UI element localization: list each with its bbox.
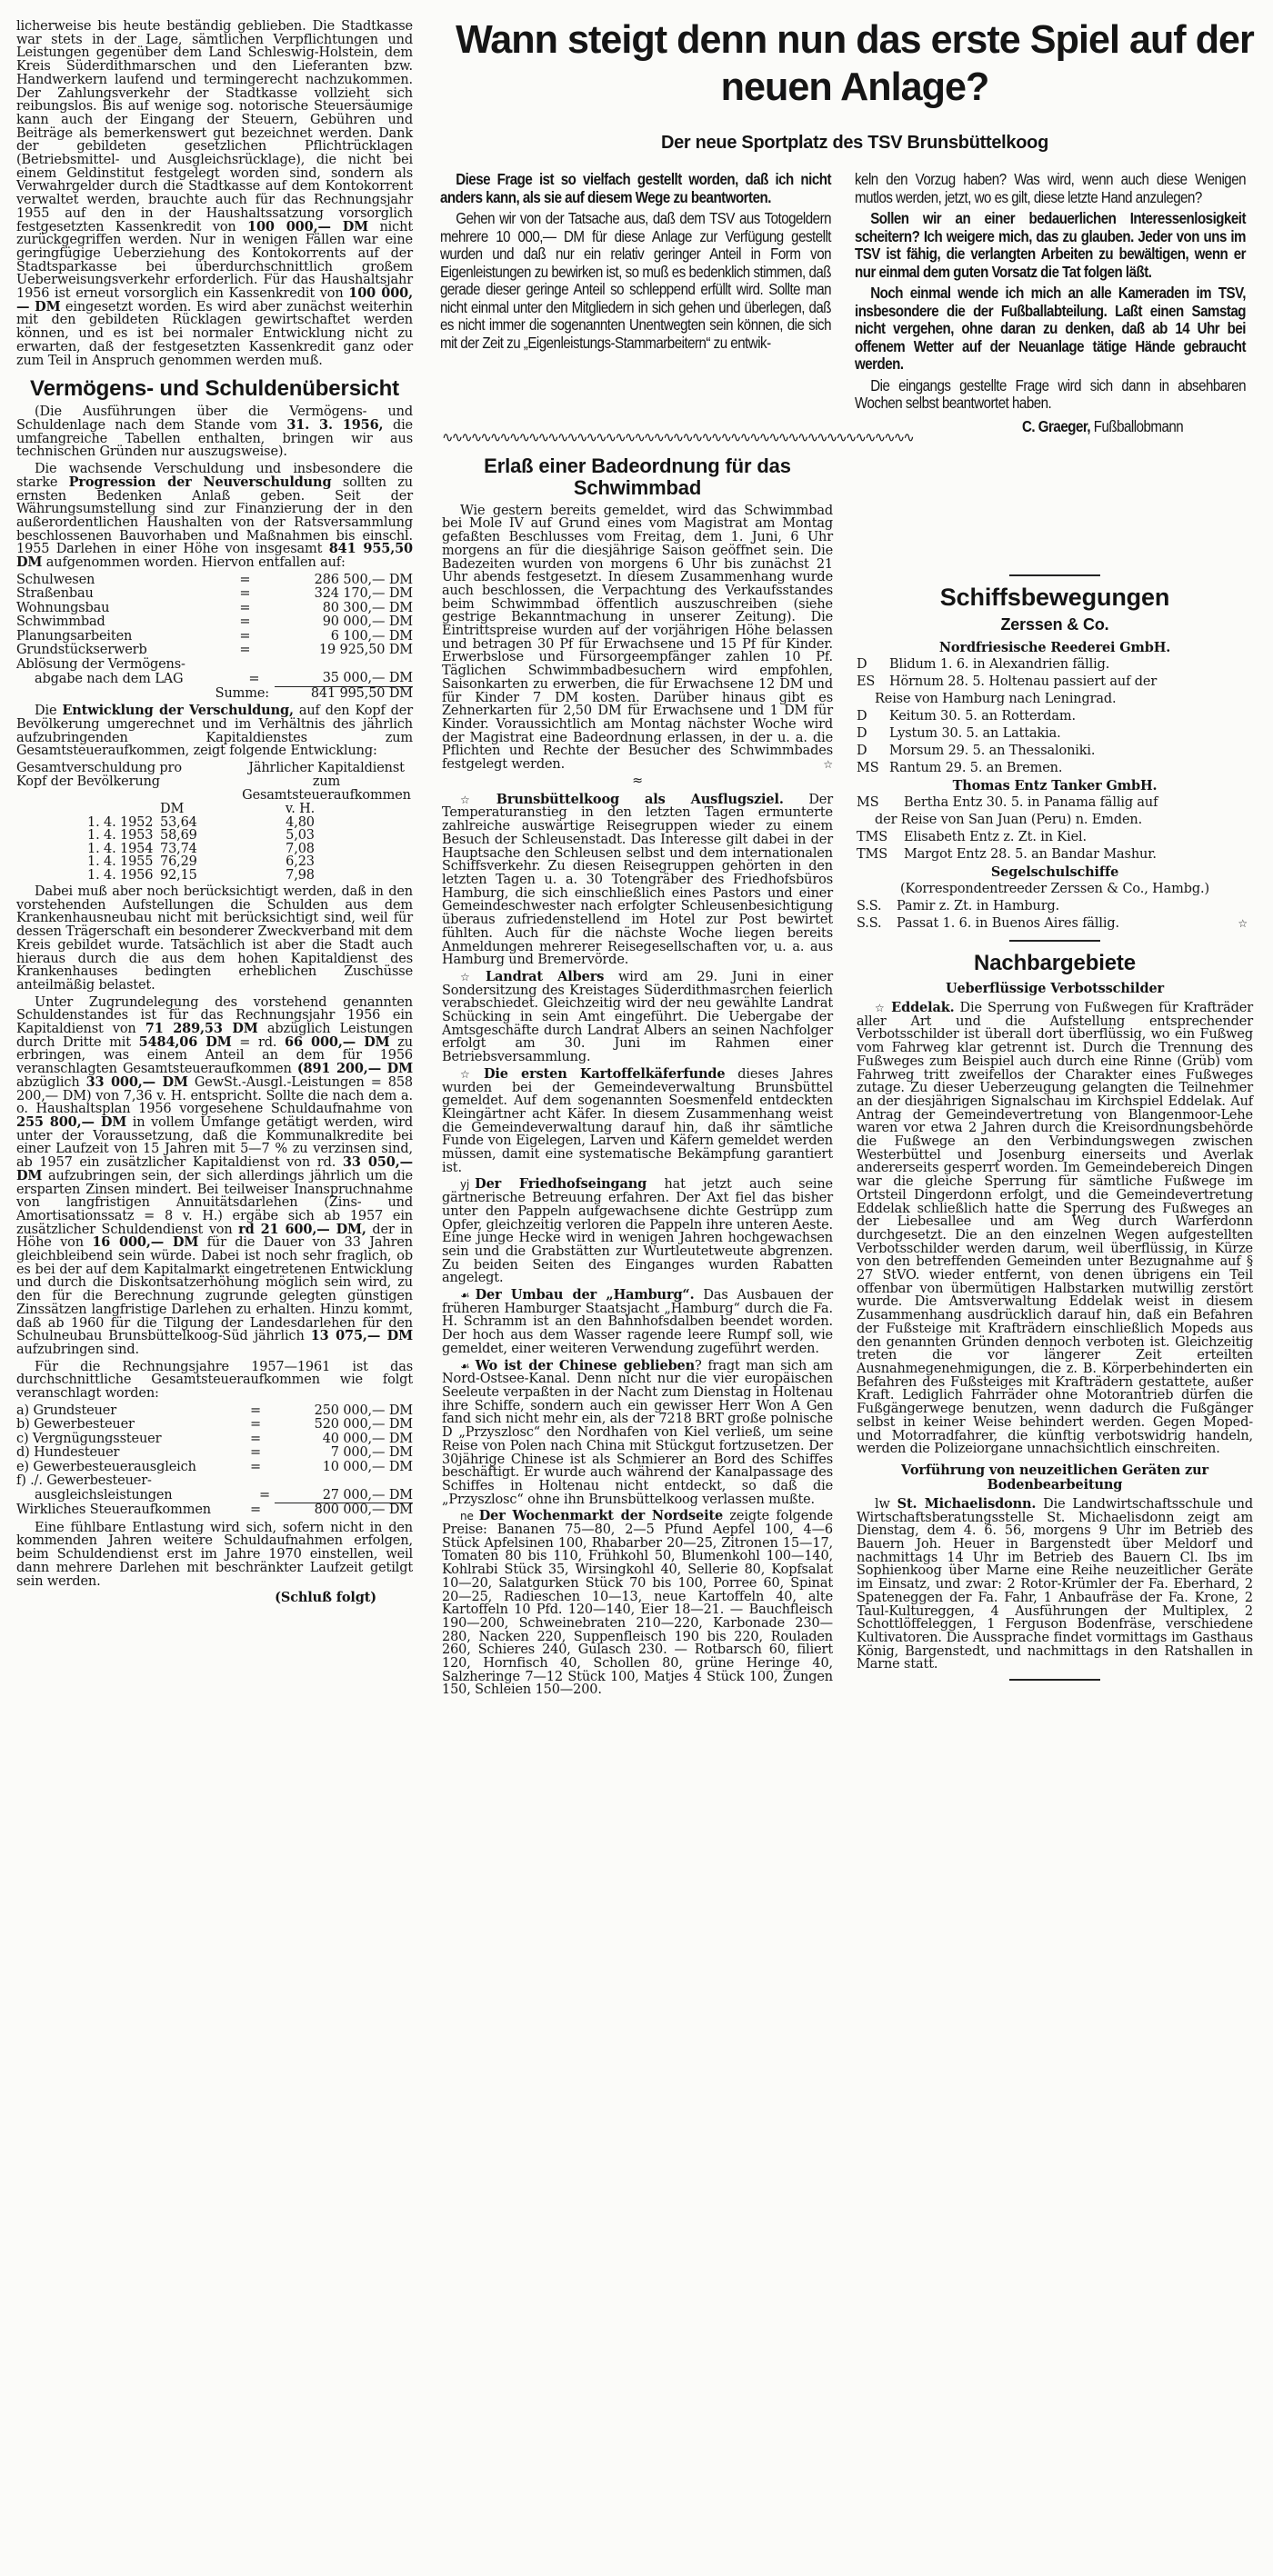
news-item: ne Der Wochenmarkt der Nordseite zeigte folgende Preise: Bananen 75—80, 2—5 Pfund Aepfel 100, 4—6 Stück Apfelsinen 100, Rhabarber 20—25, Zitronen 15—17, Tomaten 80 bis 110, Frühkohl 50, Blumenkohl 100—140, Kohlrabi Stück 35, Wirsingkohl 40, Sellerie 80, Kopfsalat 10—20, Salatgurken Stück 70 bis 100, Porree 60, Spinat 20—25, Radieschen 10—13, neue Kartoffeln 40, alte Kartoffeln 10 Pfd. 120—140, Eier 18—21. — Bauchfleisch 190—200, Schweinebraten 210—220, Karbonade 230—280, Nacken 220, Suppenfleisch 190 bis 220, Rouladen 260, Schieres 240, Gulasch 230. — Rotbarsch 60, filiert 120, Hornfisch 40, Schollen 80, grüne Heringe 40, Salzheringe 7—12 Stück 100, Matjes 4 Stück 100, Zungen 150, Schleien 150—200. bbox=[442, 1508, 833, 1698]
ratio-table-header bbox=[16, 762, 413, 803]
divider bbox=[1009, 1679, 1100, 1681]
news-item: yj Der Friedhofseingang hat jetzt auch seine gärtnerische Betreuung erfahren. Der Axt fiel das bisher unter den Pappeln aufgewachsene dichte Gestrüpp zum Opfer, gleichzeitig verloren die Pappeln ihre unteren Aeste. Eine junge Hecke wird in wenigen Jahren hochgewachsen sein und die Grabstätten zur Wurtleutetweute abgrenzen. Zu beiden Seiten des Einganges wurden Rabatten angelegt. bbox=[442, 1176, 833, 1286]
tax-row: c) Vergnügungssteuer = 40 000,— DM bbox=[16, 1431, 413, 1446]
tax-total-row: Wirkliches Steueraufkommen = 800 000,— DM bbox=[16, 1503, 413, 1518]
loan-row: Straßenbau = 324 170,— DM bbox=[16, 586, 413, 602]
sports-paragraph-1-cont: keln den Vorzug haben? Was wird, wenn auch diese Wenigen mutlos werden, jetzt, wo es gilt, diese letzte Hand anzulegen? bbox=[855, 170, 1246, 206]
ratio-row: 1. 4. 1952 53,64 4,80 bbox=[87, 814, 315, 830]
tax-table bbox=[16, 1404, 413, 1518]
ship-company-note: (Korrespondentreeder Zerssen & Co., Hambg.) bbox=[900, 882, 1209, 896]
wave-divider-icon: ≈ bbox=[632, 773, 643, 788]
tax-row: f) ./. Gewerbesteuer- bbox=[16, 1473, 152, 1489]
tax-row: ausgleichsleistungen = 27 000,— DM bbox=[35, 1487, 413, 1503]
ship-row: D Lystum 30. 5. an Lattakia. bbox=[857, 726, 1061, 741]
ratio-table bbox=[16, 803, 413, 882]
ship-row: TMS Elisabeth Entz z. Zt. in Kiel. bbox=[857, 830, 1087, 844]
left-column bbox=[16, 20, 413, 1609]
ships-heading: Schiffsbewegungen bbox=[939, 584, 1170, 611]
finance-intro: licherweise bis heute beständig geblieben. Die Stadtkasse war stets in der Lage, sämtlichen Verpflichtungen und Leistungen gegenüber dem Land Schleswig-Holstein, dem Kreis Süderdithmarschen und den Lieferanten bzw. Handwerkern laufend und termingerecht nachzukommen. Der Zahlungsverkehr der Stadtkasse vollzieht sich reibungslos. Bis auf wenige sog. notorische Steuersäumige kann auch der Eingang der Steuern, Gebühren und Beiträge als bemerkenswert gut bezeichnet werden. Dank der gebildeten gesetzlichen Pflichtrücklagen (Betriebsmittel- und Ausgleichsrücklage), die nicht bei einem Geldinstitut festgelegt worden sind, sondern als Verwahrgelder durch die Stadtkasse auf dem Kontokorrent verwaltet werden, brauchte auch für das Rechnungsjahr 1955 auf den in der Haushaltssatzung vorsorglich festgesetzten Kassenkredit von 100 000,— DM nicht zurückgegriffen werden. Nur in wenigen Fällen war eine geringfügige Ueberziehung des Kontokorrents auf der Stadtsparkasse bei überdurchschnittlich großem Ueberweisungsverkehr erforderlich. Für das Haushaltsjahr 1956 ist erneut vorsorglich ein Kassenkredit von 100 000,— DM eingesetzt worden. Es wird aber zunächst weiterhin mit den gebildeten Rücklagen gewirtschaftet werden können, und es ist bei normaler Entwicklung nicht zu erwarten, daß der festgesetzten Kassenkredit ganz oder zum Teil in Anspruch genommen werden muß. bbox=[16, 19, 413, 368]
sports-article-right bbox=[855, 171, 1246, 435]
news-item: ☆ Landrat Albers wird am 29. Juni in einer Sondersitzung des Kreistages Süderdithmasrchen feierlich verabschiedet. Gleichzeitig wird der neu gewählte Landrat Schücking in sein Amt eingeführt. Die Uebergabe der Amtsgeschäfte durch Landrat Albers an seinen Nachfolger erfolgt am 30. Juni im Rahmen einer Betriebsversammlung. bbox=[442, 968, 833, 1065]
loan-row: Ablösung der Vermögens- bbox=[16, 656, 185, 672]
sports-paragraph-2: Sollen wir an einer bedauerlichen Interessenlosigkeit scheitern? Ich weigere mich, das zu glauben. Jeder von uns im TSV ist fähig, die verlangten Arbeiten zu bewältigen, wenn er nur einmal dem guten Vorsatz die Tat folgen läßt. bbox=[855, 209, 1246, 281]
ship-row: ES Hörnum 28. 5. Holtenau passiert auf der bbox=[857, 674, 1158, 689]
signs-heading: Ueberflüssige Verbotsschilder bbox=[945, 981, 1165, 996]
continued-note: (Schluß folgt) bbox=[275, 1590, 376, 1606]
loan-row: Planungsarbeiten = 6 100,— DM bbox=[16, 628, 413, 644]
loans-table bbox=[16, 574, 413, 702]
loan-row: Grundstückserwerb = 19 925,50 DM bbox=[16, 643, 413, 658]
editor-note: (Die Ausführungen über die Vermögens- und Schuldenlage nach dem Stande vom 31. 3. 1956, die umfangreiche Tabellen enthalten, bringen wir aus technischen Gründen nur auszugsweise). bbox=[16, 404, 413, 460]
ratio-row: 1. 4. 1956 92,15 7,98 bbox=[87, 867, 315, 883]
demo-paragraph: lw St. Michaelisdonn. Die Landwirtschaftsschule und Wirtschaftsberatungsstelle St. Michaelisdonn zeigt am Dienstag, dem 4. 6. 56, morgens 9 Uhr im Betrieb des Bauern Joh. Heuer in Bargenstedt über Meldorf und nachmittags 14 Uhr im Betrieb des Bauern Cl. Ibs im Sophienkoog über Marne eine Reihe neuzeitlicher Geräte im Einsatz, und zwar: 2 Rotor-Krümler der Fa. Eberhard, 2 Spateneggen der Fa. Fahr, 1 Anbaufräse der Fa. Krone, 2 Taul-Kultureggen, 4 Ausführungen der Multiplex, 2 Schottlöffeleggen, 1 Ferguson Bodenfräse, verschiedene Kultivatoren. Die Aussprache findet vormittags im Gasthaus König, Bargenstedt, und nachmittags in den Ratshallen in Marne statt. bbox=[857, 1495, 1253, 1672]
tax-intro: Für die Rechnungsjahre 1957—1961 ist das durchschnittliche Gesamtsteueraufkommen wie folgt veranschlagt worden: bbox=[16, 1359, 413, 1402]
ships-agent: Zerssen & Co. bbox=[1000, 615, 1109, 634]
right-column bbox=[857, 582, 1253, 1688]
loan-sum-row: Summe: 841 995,50 DM bbox=[215, 685, 413, 701]
ship-company: Segelschulschiffe bbox=[990, 864, 1119, 880]
author-mark: ne bbox=[460, 1510, 474, 1523]
sports-article-left bbox=[440, 171, 831, 355]
ratio-row: 1. 4. 1953 58,69 5,03 bbox=[87, 828, 315, 844]
sports-paragraph-4: Die eingangs gestellte Frage wird sich dann in absehbaren Wochen selbst beantwortet haben. bbox=[855, 375, 1246, 412]
ship-row: S.S. Passat 1. 6. in Buenos Aires fällig. ☆ bbox=[857, 916, 1248, 931]
ship-row: S.S. Pamir z. Zt. in Hamburg. bbox=[857, 899, 1060, 914]
tax-row: e) Gewerbesteuerausgleich = 10 000,— DM bbox=[16, 1459, 413, 1474]
ship-company: Nordfriesische Reederei GmbH. bbox=[938, 640, 1171, 655]
tax-row: d) Hundesteuer = 7 000,— DM bbox=[16, 1445, 413, 1461]
star-icon: ☆ bbox=[823, 758, 833, 772]
ship-row: D Morsum 29. 5. an Thessaloniki. bbox=[857, 744, 1096, 758]
ship-row-cont: Reise von Hamburg nach Leningrad. bbox=[875, 692, 1117, 706]
author-mark-icon: ☙ bbox=[460, 1359, 470, 1373]
ship-row: D Keitum 30. 5. an Rotterdam. bbox=[857, 709, 1076, 724]
sports-subheadline: Der neue Sportplatz des TSV Brunsbüttelkoog bbox=[660, 133, 1049, 153]
bath-paragraph: Wie gestern bereits gemeldet, wird das Schwimmbad bei Mole IV auf Grund eines vom Magistrat am Montag gefaßten Beschlusses vom Freitag, dem 1. Juni, 6 Uhr morgens an für die diesjährige Saison geöffnet sein. Die Badezeiten wurden von morgens 6 Uhr bis zunächst 21 Uhr abends festgesetzt. In diesem Zusammenhang wurde auch beschlossen, die Verpachtung des Verkaufsstandes beim Schwimmbad öffentlich auszuschreiben (siehe gestrige Bekanntmachung in unserer Zeitung). Die Eintrittspreise wurden auf der vorjährigen Höhe belassen und betragen 30 Pf für Erwachsene und 15 Pf für Kinder. Erwerbslose und Fürsorgeempfänger zahlen 10 Pf. Täglichen Schwimmbadbesuchern wird empfohlen, Saisonkarten zu erwerben, die für Erwachsene 12 DM und für Kinder 7 DM kosten. Darüber hinaus gibt es Zehnerkarten für 2,50 DM für Erwachsene und 1 DM für Kinder. Voraussichtlich am Montag nächster Woche wird der Magistrat eine Badeordnung erlassen, in der u. a. die Pflichten und Rechte der Besucher des Schwimmbades festgelegt werden. ☆ bbox=[442, 503, 833, 773]
author-mark: yj bbox=[460, 1178, 470, 1192]
demo-heading: Vorführung von neuzeitlichen Geräten zur Bodenbearbeitung bbox=[901, 1462, 1208, 1493]
debt-paragraph: Die wachsende Verschuldung und insbesondere die starke Progression der Neuverschuldung sollten zu ernsten Bedenken Anlaß geben. Seit der Währungsumstellung sind zur Finanzierung der in den außerordentlichen Haushalten von der Ratsversammlung beschlossenen Bauvorhaben und Maßnahmen bis einschl. 1955 Darlehen in einer Höhe von insgesamt 841 955,50 DM aufgenommen worden. Hiervon entfallen auf: bbox=[16, 462, 413, 571]
loan-row: abgabe nach dem LAG = 35 000,— DM bbox=[35, 671, 413, 686]
divider bbox=[1009, 940, 1100, 942]
ship-row: TMS Margot Entz 28. 5. an Bandar Mashur. bbox=[857, 847, 1157, 862]
divider bbox=[1009, 574, 1100, 576]
ship-row: MS Bertha Entz 30. 5. in Panama fällig auf bbox=[857, 795, 1158, 810]
tax-row: b) Gewerbesteuer = 520 000,— DM bbox=[16, 1417, 413, 1433]
tax-row: a) Grundsteuer = 250 000,— DM bbox=[16, 1403, 413, 1418]
ornamental-divider: ∿∿∿∿∿∿∿∿∿∿∿∿∿∿∿∿∿∿∿∿∿∿∿∿∿∿∿∿∿∿∿∿∿∿∿∿∿∿∿∿∿∿∿∿∿∿∿∿∿ bbox=[442, 429, 913, 445]
star-icon: ☆ bbox=[460, 793, 491, 806]
news-item: ☙ Der Umbau der „Hamburg“. Das Ausbauen der früheren Hamburger Staatsjacht „Hamburg“ durch die Fa. H. Schramm ist an den Bahnhofsdalben beendet worden. Der hoch aus dem Wasser ragende leere Rumpf soll, wie gemeldet, einer weiteren Verwendung zugeführt werden. bbox=[442, 1287, 833, 1356]
news-item: ☆ Brunsbüttelkoog als Ausflugsziel. Der Temperaturanstieg in den letzten Tagen ermunterte zahlreiche auswärtige Reisegruppen wieder zu einem Besuch der Schleusenstadt. Das Interesse gilt dabei in der Hauptsache den Schleusen selbst und dem internationalen Schiffsverkehr. Zu diesen Reisegruppen gehörten in den letzten Tagen u. a. 30 Totengräber des Friedhofsbüros Hamburg, die sich einschließlich eines Pastors und einer Gemeindeschwester nach erfolgter Schleusenbesichtigung überaus zufriedenstellend im Hotel zur Post bewirtet fühlten. Auch für die nächste Woche liegen bereits Anmeldungen mehrerer Reisegesellschaften vor, u. a. aus Hamburg und Bremervörde. bbox=[442, 791, 834, 968]
bath-heading: Erlaß einer Badeordnung für das Schwimmbad bbox=[484, 454, 791, 499]
neighbor-heading: Nachbargebiete bbox=[974, 951, 1136, 975]
loan-row: Schulwesen = 286 500,— DM bbox=[16, 572, 413, 587]
loan-row: Schwimmbad = 90 000,— DM bbox=[16, 614, 413, 630]
sports-paragraph-1: Gehen wir von der Tatsache aus, daß dem TSV aus Totogeldern mehrere 10 000,— DM für diese Anlage zur Verfügung gestellt wurden und daß nur ein relativ geringer Anteil in Form von Eigenleistungen zu bewirken ist, so muß es bedenklich stimmen, daß gerade dieser geringe Anteil so schleppend erfüllt wird. Sollte man nicht einmal unter den Mitgliedern in sich gehen und überlegen, daß es nicht immer die sogenannten Unentwegten sein können, die sich mit der Zeit zu „Eigenleistungs-Stammarbeitern“ zu entwik- bbox=[440, 209, 831, 352]
ratio-row: 1. 4. 1954 73,74 7,08 bbox=[87, 841, 315, 856]
ships-list bbox=[857, 616, 1253, 933]
ship-company: Thomas Entz Tanker GmbH. bbox=[952, 778, 1158, 794]
sports-headline: Wann steigt denn nun das erste Spiel auf der neuen Anlage? bbox=[456, 17, 1254, 109]
assets-debts-heading: Vermögens- und Schuldenübersicht bbox=[30, 376, 399, 402]
hospital-paragraph: Dabei muß aber noch berücksichtigt werden, daß in den vorstehenden Aufstellungen die Schulden aus dem Krankenhausneubau nicht mit berücksichtigt sind, weil für dessen Trägerschaft ein besonderer Zweckverband mit dem Kreis gebildet wurde. Tatsächlich ist aber die Stadt auch hieraus durch die aus dem hohen Kapitaldienst des Krankenhauses bedingten erheblichen Zuschüsse anteilmäßig belastet. bbox=[16, 884, 413, 993]
sports-signature: C. Graeger, Fußballobmann bbox=[1022, 416, 1184, 435]
star-icon: ☆ bbox=[1238, 917, 1248, 930]
ship-row: MS Rantum 29. 5. an Bremen. bbox=[857, 761, 1063, 775]
ratio-header-left: Gesamtverschuldung pro Kopf der Bevölkerung bbox=[16, 761, 182, 790]
ratio-header-right: Jährlicher Kapitaldienst zum Gesamtsteueraufkommen bbox=[242, 761, 411, 804]
star-icon: ☆ bbox=[460, 970, 480, 983]
author-mark-icon: ☙ bbox=[460, 1289, 470, 1303]
ratio-row: 1. 4. 1955 76,29 6,23 bbox=[87, 854, 315, 870]
development-paragraph: Die Entwicklung der Verschuldung, auf den Kopf der Bevölkerung umgerechnet und im Verhältnis des jährlich aufzubringenden Kapitaldienstes zum Gesamtsteueraufkommen, zeigt folgende Entwicklung: bbox=[16, 703, 413, 759]
signs-paragraph: ☆ Eddelak. Die Sperrung von Fußwegen für Krafträder aller Art und die Aufstellung entsprechender Verbotsschilder ist überall dort überflüssig, wo ein Fußweg vom Fahrweg klar getrennt ist. Durch die Trennung des Fußweges zum Beispiel auch durch eine Rinne (Grüb) vom Fahrweg tritt zweifellos der Charakter eines Fußweges zutage. Zu dieser Ueberzeugung gelangten die Teilnehmer an der diesjährigen Signalschau im Kirchspiel Eddelak. Auf Antrag der Gemeindevertretung von Blangenmoor-Lehe waren vor etwa 2 Jahren durch die Kreisordnungsbehörde die Fußwege an den Verbindungswegen zwischen Westerbüttel und Josenburg einerseits und Averlak andererseits gesperrt worden. Im Gemeindebereich Dingen war die gleiche Sperrung für sämtliche Fußwege im Ortsteil Dingerdonn erfolgt, und die Gemeindevertretung Eddelak schließlich hatte die Sperrung des Fußweges an der Liebesallee und am Weg durch Warferdonn durchgesetzt. Die an den einzelnen Wegen aufgestellten Verbotsschilder werden darum, weil überflüssig, in Kürze von den betreffenden Gemeinden unter Bezugnahme auf § 27 StVO. wieder entfernt, von denen übrigens ein Teil offenbar von übermütigen Halbstarken mutwillig zerstört wurde. Die Amtsverwaltung Eddelak weist in diesem Zusammenhang ausdrücklich darauf hin, daß ein Befahren der Fußsteige mit Krafträdern einschließlich Mopeds aus den genannten Gründen dennoch verboten ist. Gleichzeitig treten die vor längerer Zeit erteilten Ausnahmegenehmigungen, die z. B. Körperbehinderten ein Befahren des Fußsteiges mit Krafträdern gestattete, außer Kraft. Lediglich Fahrräder ohne Motorantrieb dürfen die Fußgängerwege benutzen, wenn dadurch die Fußgänger selbst in keiner Weise behindert werden. Gegen Moped- und Motorradfahrer, die künftig verbotswidrig handeln, werden die Polizeiorgane unnachsichtlich einschreiten. bbox=[857, 1000, 1253, 1457]
news-item: ☙ Wo ist der Chinese geblieben? fragt man sich am Nord-Ostsee-Kanal. Denn nicht nur die vier europäischen Seeleute verpaßten in der Nacht zum Dienstag in Holtenau ihre Schiffe, sondern auch ein gewisser Herr Won A Gen fand sich nicht mehr ein, als der 7218 BRT große polnische D „Przyszlosc“ den Nordhafen von Kiel verließ, um seine Reise von Polen nach China mit Stückgut fortzusetzen. Der 30jährige Chinese ist als Schmierer an Bord des Schiffes beschäftigt. Er wurde auch während der Kanalpassage des Schiffes in Holtenau nicht entdeckt, so daß die „Przyszlosc“ ohne ihn Brunsbüttelkoog verlassen mußte. bbox=[442, 1357, 833, 1507]
capital-service-paragraph: Unter Zugrundelegung des vorstehend genannten Schuldenstandes ist für das Rechnungsjahr 1956 ein Kapitaldienst von 71 289,53 DM abzüglich Leistungen durch Dritte mit 5484,06 DM = rd. 66 000,— DM zu erbringen, was einem Anteil an dem für 1956 veranschlagten Gesamtsteueraufkommen (891 200,— DM abzüglich 33 000,— DM GewSt.-Ausgl.-Leistungen = 858 200,— DM) von 7,36 v. H. entspricht. Sollte die nach dem a. o. Haushaltsplan 1956 vorgesehene Schuldaufnahme von 255 800,— DM in vollem Umfange getätigt werden, wird unter der Voraussetzung, daß die Kommunalkredite bei einer Laufzeit von 15 Jahren mit 5—7 % zu verzinsen sind, ab 1957 ein zusätzlicher Kapitaldienst von rd. 33 050,— DM aufzubringen sein, der sich allerdings jährlich um die ersparten Zinsen mindert. Bei teilweiser Inanspruchnahme von langfristigen Annuitätsdarlehen (Zins- und Amortisationssatz = 8 v. H.) ergäbe sich ab 1957 ein zusätzlicher Schuldendienst von rd 21 600,— DM, der in Höhe von 16 000,— DM für die Dauer von 33 Jahren gleichbleibend sein würde. Dabei ist noch sehr fraglich, ob es bei der auf dem Kapitalmarkt eingetretenen Entwicklung und durch die Diskontsatzerhöhung möglich sein wird, zu den für die Berechnung zugrunde gelegten günstigen Zinssätzen langfristige Darlehen zu erhalten. Hinzu kommt, daß ab 1960 für die Tilgung der Landesdarlehen für den Schulneubau Brunsbüttelkoog-Süd jährlich 13 075,— DM aufzubringen sind. bbox=[16, 994, 414, 1357]
loan-row: Wohnungsbau = 80 300,— DM bbox=[16, 600, 413, 615]
news-item: ☆ Die ersten Kartoffelkäferfunde dieses Jahres wurden bei der Gemeindeverwaltung Brunsbüttel gemeldet. Auf dem sogenannten Soesmenfeld entdeckten Kleingärtner acht Käfer. In diesem Zusammenhang weist die Gemeindeverwaltung darauf hin, daß ihr sämtliche Funde von Eigelegen, Larven und Käfern gemeldet werden müssen, damit eine systematische Bekämpfung garantiert ist. bbox=[442, 1065, 834, 1175]
star-icon: ☆ bbox=[875, 1002, 887, 1014]
star-icon: ☆ bbox=[460, 1067, 478, 1081]
ship-row-cont: der Reise von San Juan (Peru) n. Emden. bbox=[875, 813, 1143, 827]
middle-column bbox=[442, 427, 913, 1701]
sports-lead: Diese Frage ist so vielfach gestellt worden, daß ich nicht anders kann, als sie auf diesem Wege zu beantworten. bbox=[440, 170, 831, 206]
ratio-units-row: DM v. H. bbox=[160, 802, 316, 817]
sports-paragraph-3: Noch einmal wende ich mich an alle Kameraden im TSV, insbesondere die der Fußballabteilung. Laßt einen Samstag nicht vergehen, ohne daran zu denken, daß ab 14 Uhr bei offenem Wetter auf der Neuanlage tätige Hände gebraucht werden. bbox=[855, 284, 1246, 373]
ship-row: D Blidum 1. 6. in Alexandrien fällig. bbox=[857, 657, 1110, 672]
relief-paragraph: Eine fühlbare Entlastung wird sich, sofern nicht in den kommenden Jahren weitere Schuldaufnahmen erfolgen, beim Schuldendienst erst im Jahre 1970 einstellen, weil dann mehrere Darlehen mit beschränkter Laufzeit getilgt sein werden. bbox=[16, 1520, 413, 1589]
